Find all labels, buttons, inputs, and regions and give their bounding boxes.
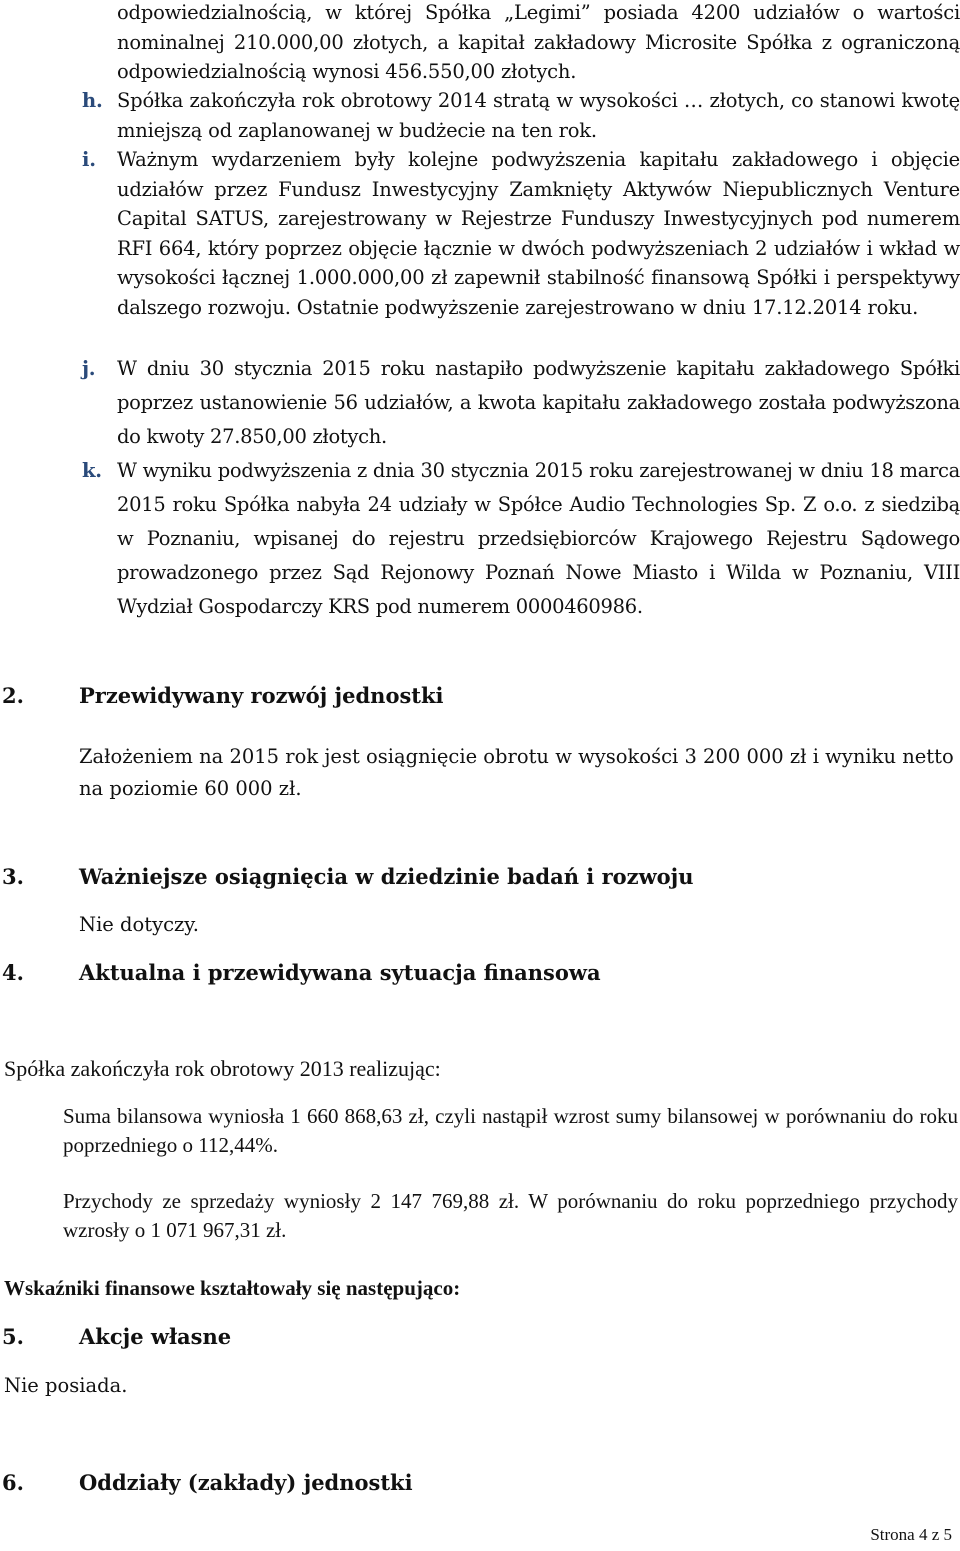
page-number: Strona 4 z 5 xyxy=(870,1525,952,1544)
financial-paragraph-1: Suma bilansowa wyniosła 1 660 868,63 zł, czyli nastąpił wzrost sumy bilansowej w porównaniu do roku poprzedniego o 112,44%. xyxy=(63,1104,958,1157)
list-item-i xyxy=(82,145,960,357)
section-body-3: Nie dotyczy. xyxy=(79,913,199,936)
indicators-heading: Wskaźniki finansowe kształtowały się następująco: xyxy=(4,1276,461,1300)
list-item-text: Spółka zakończyła rok obrotowy 2014 stratą w wysokości … złotych, co stanowi kwotę mniejszą od zaplanowanej w budżecie na ten rok. xyxy=(117,89,960,142)
list-item-continuation xyxy=(82,0,960,86)
section-title: Oddziały (zakłady) jednostki xyxy=(79,1470,413,1495)
list-item-text: W dniu 30 stycznia 2015 roku nastapiło podwyższenie kapitału zakładowego Spółki poprzez ustanowienie 56 udziałów, a kwota kapitału zakładowego została podwyższona do kwoty 27.850,00 złotych. xyxy=(117,357,960,448)
section-title: Akcje własne xyxy=(79,1324,232,1349)
list-item-h xyxy=(82,86,960,146)
financial-paragraph-2: Przychody ze sprzedaży wyniosły 2 147 769,88 zł. W porównaniu do roku poprzedniego przychody wzrosły o 1 071 967,31 zł. xyxy=(63,1189,958,1242)
list-letter: j. xyxy=(82,357,96,380)
list-letter: i. xyxy=(82,148,96,171)
section-title: Aktualna i przewidywana sytuacja finansowa xyxy=(79,960,601,985)
list-letter: k. xyxy=(82,459,102,482)
section-title: Ważniejsze osiągnięcia w dziedzinie badań i rozwoju xyxy=(79,864,694,889)
section-number: 3. xyxy=(2,864,24,889)
list-item-j xyxy=(82,352,960,456)
section-body-5: Nie posiada. xyxy=(4,1374,128,1397)
list-letter: h. xyxy=(82,89,103,112)
list-item-text: Ważnym wydarzeniem były kolejne podwyższenia kapitału zakładowego i objęcie udziałów przez Fundusz Inwestycyjny Zamknięty Aktywów Niepublicznych Venture Capital SATUS, zarejestrowany w Rejestrze Funduszy Inwestycyjnych pod numerem RFI 664, który poprzez objęcie łącznie w dwóch podwyższeniach 2 udziałów i wkład w wysokości łącznej 1.000.000,00 zł zapewnił stabilność finansową Spółki i perspektywy dalszego rozwoju. Ostatnie podwyższenie zarejestrowano w dniu 17.12.2014 roku. xyxy=(117,148,960,319)
section-number: 4. xyxy=(2,960,24,985)
list-item-k xyxy=(82,454,960,654)
section-number: 6. xyxy=(2,1470,24,1495)
section-number: 5. xyxy=(2,1324,24,1349)
section-title: Przewidywany rozwój jednostki xyxy=(79,683,444,708)
list-item-text: W wyniku podwyższenia z dnia 30 stycznia 2015 roku zarejestrowanej w dniu 18 marca 2015 roku Spółka nabyła 24 udziały w Spółce Audio Technologies Sp. Z o.o. z siedzibą w Poznaniu, wpisanej do rejestru przedsiębiorców Krajowego Rejestru Sądowego prowadzonego przez Sąd Rejonowy Poznań Nowe Miasto i Wilda w Poznaniu, VIII Wydział Gospodarczy KRS pod numerem 0000460986. xyxy=(117,459,960,618)
section-number: 2. xyxy=(2,683,24,708)
list-item-text: odpowiedzialnością, w której Spółka „Legimi” posiada 4200 udziałów o wartości nominalnej 210.000,00 złotych, a kapitał zakładowy Microsite Spółka z ograniczoną odpowiedzialnością wynosi 456.550,00 złotych. xyxy=(117,1,960,83)
section-body-2: Założeniem na 2015 rok jest osiągnięcie obrotu w wysokości 3 200 000 zł i wyniku netto na poziomie 60 000 zł. xyxy=(79,745,954,800)
financial-intro: Spółka zakończyła rok obrotowy 2013 realizując: xyxy=(4,1056,441,1081)
